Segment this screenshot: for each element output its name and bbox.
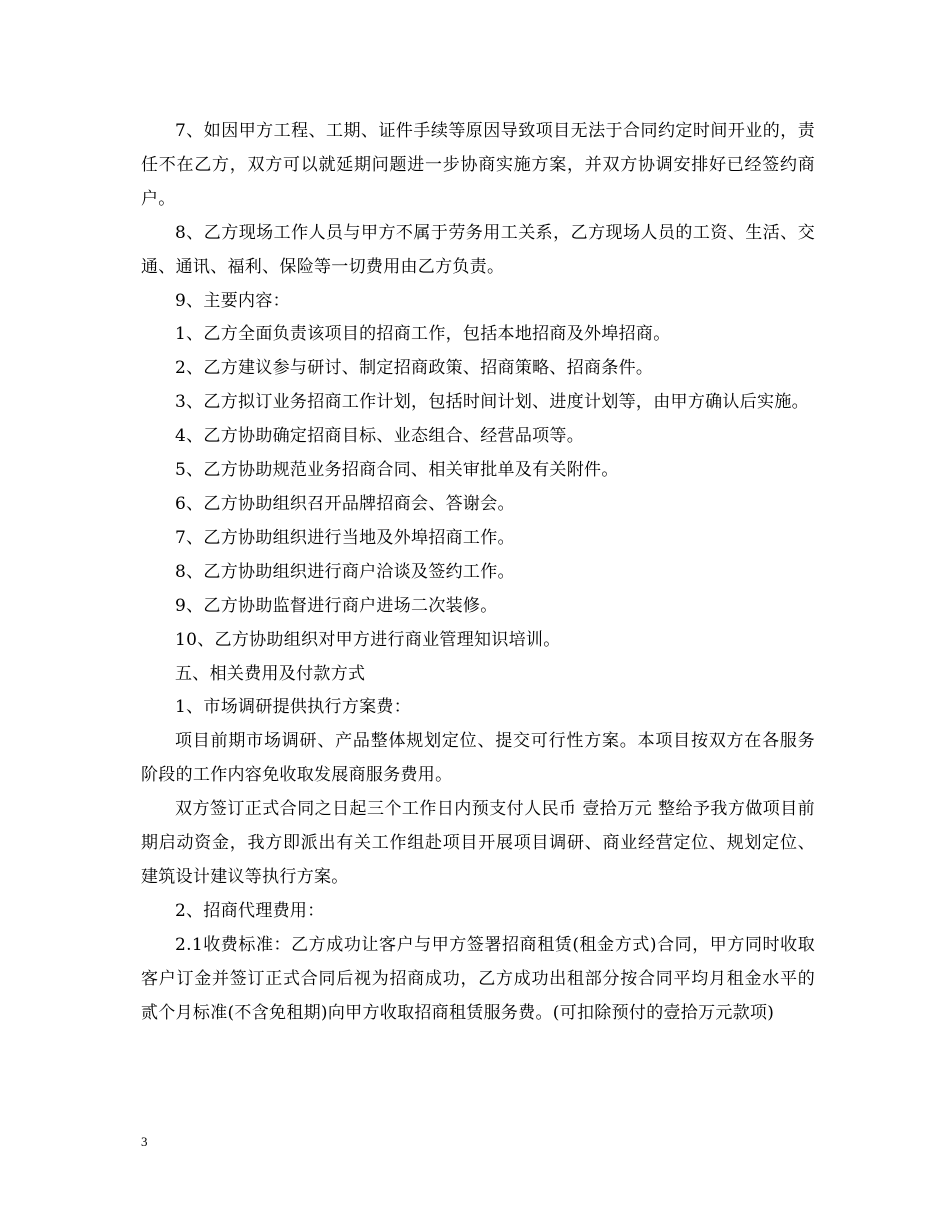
list-item-8: 8、乙方协助组织进行商户洽谈及签约工作。 bbox=[175, 561, 515, 582]
list-item-4: 4、乙方协助确定招商目标、业态组合、经营品项等。 bbox=[175, 426, 585, 447]
paragraph-fee-standard: 2.1收费标准：乙方成功让客户与甲方签署招商租赁(租金方式)合同，甲方同时收取客户订金并签订正式合同后视为招商成功，乙方成功出租部分按合同平均月租金水平的贰个月标准(不含免租期)向甲方收取招商租赁服务费。(可扣除预付的壹拾万元款项) bbox=[141, 934, 815, 1023]
paragraph-advance-payment: 双方签订正式合同之日起三个工作日内预支付人民币 壹拾万元 整给予我方做项目前期启动资金，我方即派出有关工作组赴项目开展项目调研、商业经营定位、规划定位、建筑设计建议等执行方案。 bbox=[141, 799, 815, 887]
paragraph-7-delay: 7、如因甲方工程、工期、证件手续等原因导致项目无法于合同约定时间开业的，责任不在乙方，双方可以就延期问题进一步协商实施方案，并双方协调安排好已经签约商户。 bbox=[141, 121, 815, 209]
list-item-10: 10、乙方协助组织对甲方进行商业管理知识培训。 bbox=[175, 629, 561, 650]
paragraph-market-research: 项目前期市场调研、产品整体规划定位、提交可行性方案。本项目按双方在各服务阶段的工作内容免收取发展商服务费用。 bbox=[141, 731, 815, 786]
page-number: 3 bbox=[141, 1134, 148, 1149]
document-body bbox=[141, 115, 815, 1030]
list-item-7: 7、乙方协助组织进行当地及外埠招商工作。 bbox=[175, 527, 515, 548]
list-item-2: 2、乙方建议参与研讨、制定招商政策、招商策略、招商条件。 bbox=[175, 358, 654, 379]
section-heading-fees: 五、相关费用及付款方式 bbox=[175, 663, 366, 684]
list-item-5: 5、乙方协助规范业务招商合同、相关审批单及有关附件。 bbox=[175, 460, 619, 481]
list-item-1: 1、乙方全面负责该项目的招商工作，包括本地招商及外埠招商。 bbox=[175, 324, 671, 345]
list-item-3: 3、乙方拟订业务招商工作计划，包括时间计划、进度计划等，由甲方确认后实施。 bbox=[175, 392, 809, 413]
paragraph-8-staff: 8、乙方现场工作人员与甲方不属于劳务用工关系，乙方现场人员的工资、生活、交通、通讯、福利、保险等一切费用由乙方负责。 bbox=[141, 222, 815, 277]
subheading-agency-fee: 2、招商代理费用： bbox=[175, 900, 325, 921]
subheading-market-research-fee: 1、市场调研提供执行方案费： bbox=[175, 697, 412, 718]
paragraph-9-main-content: 9、主要内容： bbox=[175, 290, 290, 311]
list-item-9: 9、乙方协助监督进行商户进场二次装修。 bbox=[175, 595, 498, 616]
list-item-6: 6、乙方协助组织召开品牌招商会、答谢会。 bbox=[175, 493, 515, 514]
